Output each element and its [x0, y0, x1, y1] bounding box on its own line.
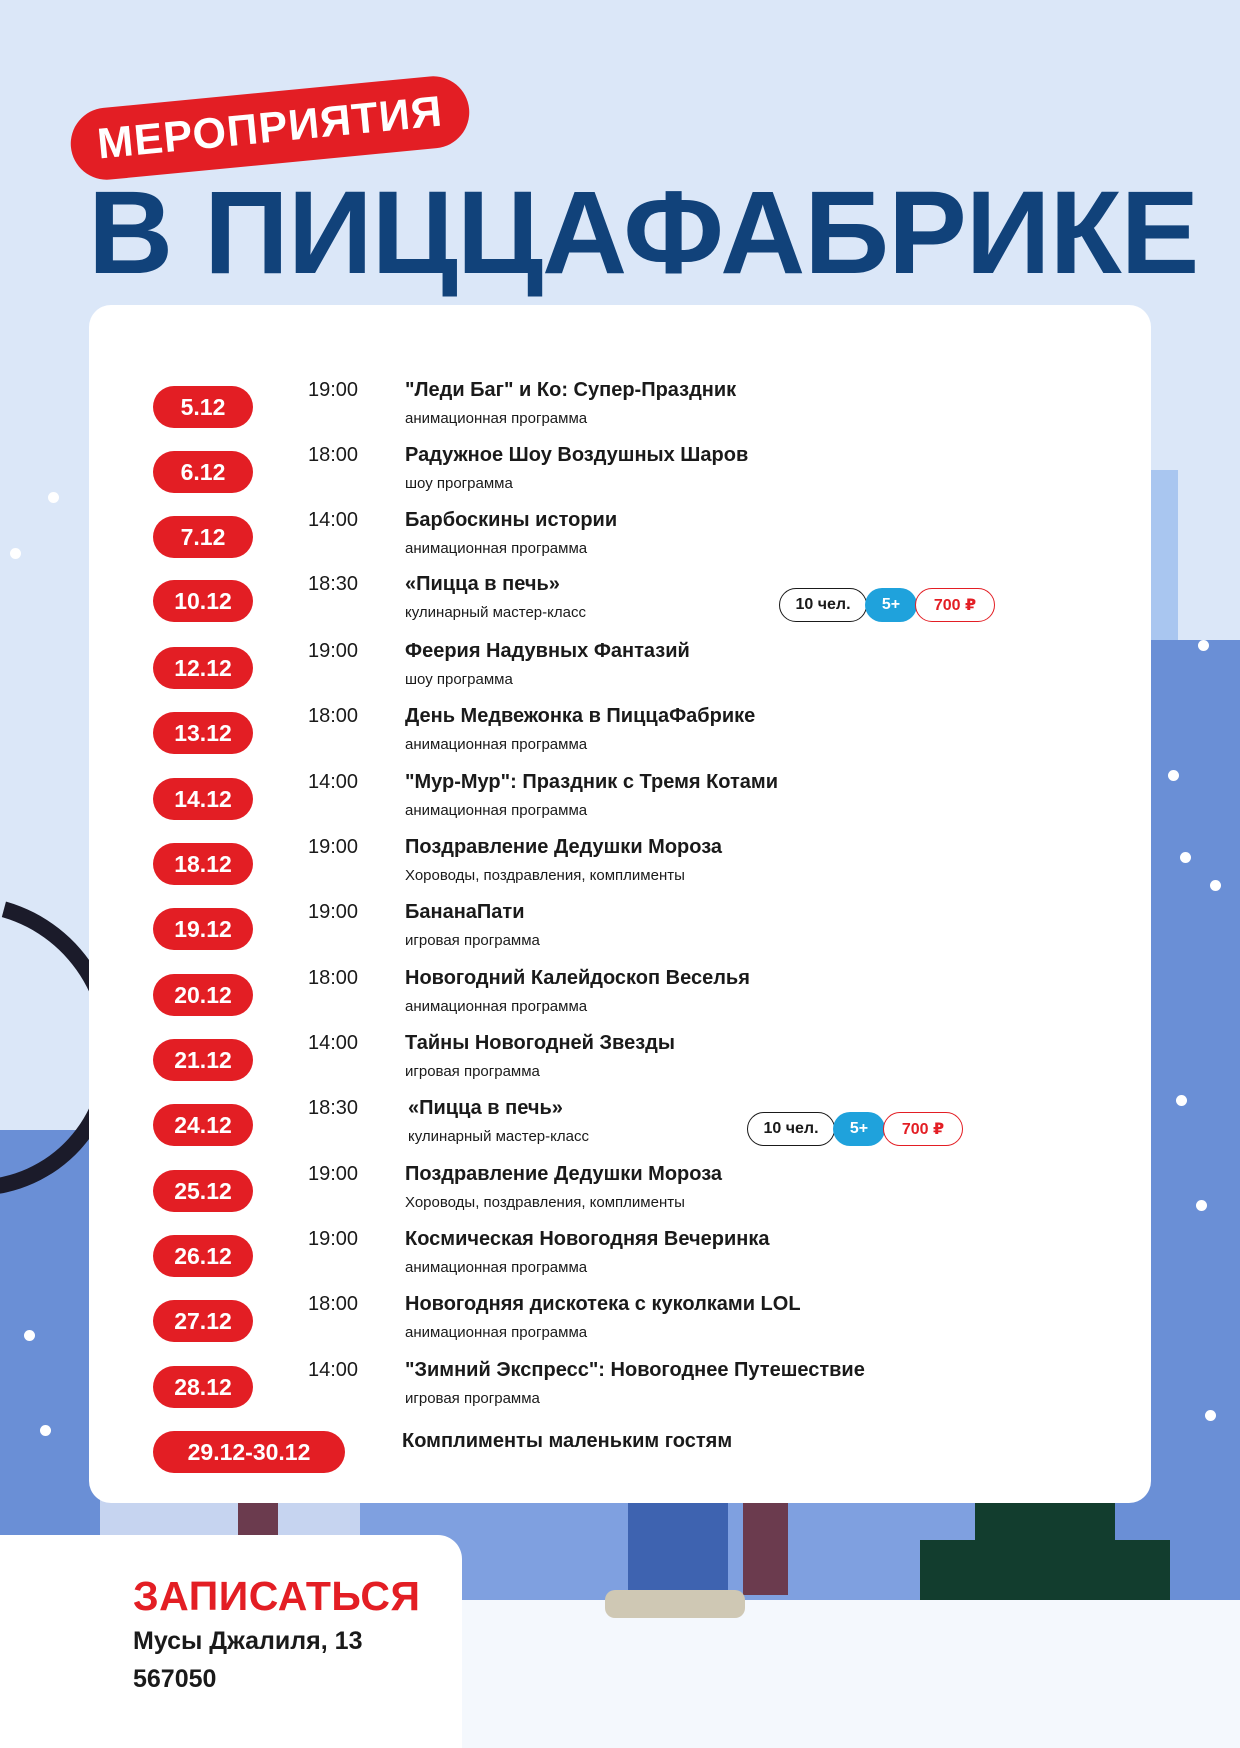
event-row: [89, 1359, 1151, 1415]
event-date-badge: 12.12: [153, 647, 253, 689]
event-title: Барбоскины истории: [405, 509, 618, 531]
event-date-badge: 26.12: [153, 1235, 253, 1277]
event-subtitle: анимационная программа: [405, 998, 588, 1015]
event-time: 14:00: [308, 509, 359, 531]
event-time: 19:00: [308, 379, 359, 401]
price-badge: 700 ₽: [915, 588, 995, 622]
event-date-badge: 27.12: [153, 1300, 253, 1342]
event-row: [89, 1097, 1151, 1153]
event-badges: [747, 1111, 963, 1147]
event-subtitle: игровая программа: [405, 932, 540, 949]
event-row: [89, 1163, 1151, 1219]
event-date-badge: 5.12: [153, 386, 253, 428]
event-date-badge: 7.12: [153, 516, 253, 558]
event-row: [89, 640, 1151, 696]
event-title: Новогодний Калейдоскоп Веселья: [405, 967, 750, 989]
event-subtitle: шоу программа: [405, 671, 513, 688]
event-date-badge: 24.12: [153, 1104, 253, 1146]
figure-legs-right: [743, 1500, 788, 1595]
event-subtitle: анимационная программа: [405, 1324, 588, 1341]
event-time: 19:00: [308, 836, 359, 858]
event-date-badge: 6.12: [153, 451, 253, 493]
snowflake: [10, 548, 21, 559]
event-time: 19:00: [308, 901, 359, 923]
event-row: [89, 836, 1151, 892]
event-subtitle: кулинарный мастер-класс: [408, 1128, 589, 1145]
event-row: [89, 1228, 1151, 1284]
event-date-badge: 14.12: [153, 778, 253, 820]
event-row: [89, 1032, 1151, 1088]
snowflake: [48, 492, 59, 503]
event-subtitle: анимационная программа: [405, 736, 588, 753]
participants-badge: 10 чел.: [747, 1112, 835, 1146]
price-badge: 700 ₽: [883, 1112, 963, 1146]
snowflake: [1180, 852, 1191, 863]
event-time: 18:30: [308, 573, 359, 595]
snowflake: [1176, 1095, 1187, 1106]
event-title: «Пицца в печь»: [405, 573, 560, 595]
event-date-badge: 25.12: [153, 1170, 253, 1212]
event-subtitle: анимационная программа: [405, 802, 588, 819]
snowflake: [40, 1425, 51, 1436]
age-badge: 5+: [865, 588, 917, 622]
event-date-badge: 18.12: [153, 843, 253, 885]
event-badges: [779, 587, 995, 623]
event-title: Поздравление Дедушки Мороза: [405, 836, 723, 858]
event-time: 14:00: [308, 1032, 359, 1054]
event-row: [89, 1293, 1151, 1349]
event-subtitle: игровая программа: [405, 1390, 540, 1407]
snowflake: [24, 1330, 35, 1341]
event-date-badge: 29.12-30.12: [153, 1431, 345, 1473]
event-date-badge: 19.12: [153, 908, 253, 950]
phone-number[interactable]: 567050: [133, 1665, 217, 1693]
event-subtitle: Хороводы, поздравления, комплименты: [405, 867, 685, 884]
event-date-badge: 20.12: [153, 974, 253, 1016]
event-time: 18:30: [308, 1097, 359, 1119]
participants-badge: 10 чел.: [779, 588, 867, 622]
event-time: 19:00: [308, 1228, 359, 1250]
event-row: [89, 1424, 1151, 1480]
event-time: 19:00: [308, 640, 359, 662]
snowflake: [1168, 770, 1179, 781]
event-subtitle: кулинарный мастер-класс: [405, 604, 586, 621]
event-row: [89, 379, 1151, 435]
event-title: "Мур-Мур": Праздник с Тремя Котами: [405, 771, 779, 793]
events-tag-text: МЕРОПРИЯТИЯ: [95, 87, 445, 169]
event-title: "Леди Баг" и Ко: Супер-Праздник: [405, 379, 737, 401]
event-title: Комплименты маленьким гостям: [402, 1430, 733, 1452]
event-date-badge: 10.12: [153, 580, 253, 622]
event-row: [89, 967, 1151, 1023]
event-title: Тайны Новогодней Звезды: [405, 1032, 675, 1054]
page-headline: В ПИЦЦАФАБРИКЕ: [88, 167, 1199, 299]
event-subtitle: шоу программа: [405, 475, 513, 492]
event-row: [89, 901, 1151, 957]
event-title: Феерия Надувных Фантазий: [405, 640, 690, 662]
event-title: «Пицца в печь»: [408, 1097, 563, 1119]
figure-legs-center: [628, 1500, 728, 1595]
event-row: [89, 771, 1151, 827]
event-subtitle: Хороводы, поздравления, комплименты: [405, 1194, 685, 1211]
event-subtitle: игровая программа: [405, 1063, 540, 1080]
event-date-badge: 13.12: [153, 712, 253, 754]
event-row: [89, 509, 1151, 565]
event-time: 18:00: [308, 444, 359, 466]
snowflake: [1205, 1410, 1216, 1421]
address: Мусы Джалиля, 13: [133, 1627, 363, 1655]
event-row: [89, 573, 1151, 629]
age-badge: 5+: [833, 1112, 885, 1146]
snowflake: [1198, 640, 1209, 651]
event-title: "Зимний Экспресс": Новогоднее Путешествие: [405, 1359, 865, 1381]
event-row: [89, 705, 1151, 761]
event-title: День Медвежонка в ПиццаФабрике: [405, 705, 756, 727]
event-time: 18:00: [308, 705, 359, 727]
events-schedule-card: [89, 305, 1151, 1503]
event-time: 14:00: [308, 771, 359, 793]
event-row: [89, 444, 1151, 500]
event-subtitle: анимационная программа: [405, 1259, 588, 1276]
event-title: Радужное Шоу Воздушных Шаров: [405, 444, 749, 466]
event-time: 18:00: [308, 967, 359, 989]
event-title: Космическая Новогодняя Вечеринка: [405, 1228, 770, 1250]
event-title: Поздравление Дедушки Мороза: [405, 1163, 723, 1185]
boots: [605, 1590, 745, 1618]
event-title: Новогодняя дискотека с куколками LOL: [405, 1293, 801, 1315]
signup-cta[interactable]: ЗАПИСАТЬСЯ: [133, 1573, 421, 1619]
event-time: 18:00: [308, 1293, 359, 1315]
snowflake: [1210, 880, 1221, 891]
event-time: 19:00: [308, 1163, 359, 1185]
event-date-badge: 21.12: [153, 1039, 253, 1081]
event-time: 14:00: [308, 1359, 359, 1381]
event-subtitle: анимационная программа: [405, 410, 588, 427]
event-title: БананаПати: [405, 901, 525, 923]
snowflake: [1196, 1200, 1207, 1211]
event-date-badge: 28.12: [153, 1366, 253, 1408]
event-subtitle: анимационная программа: [405, 540, 588, 557]
